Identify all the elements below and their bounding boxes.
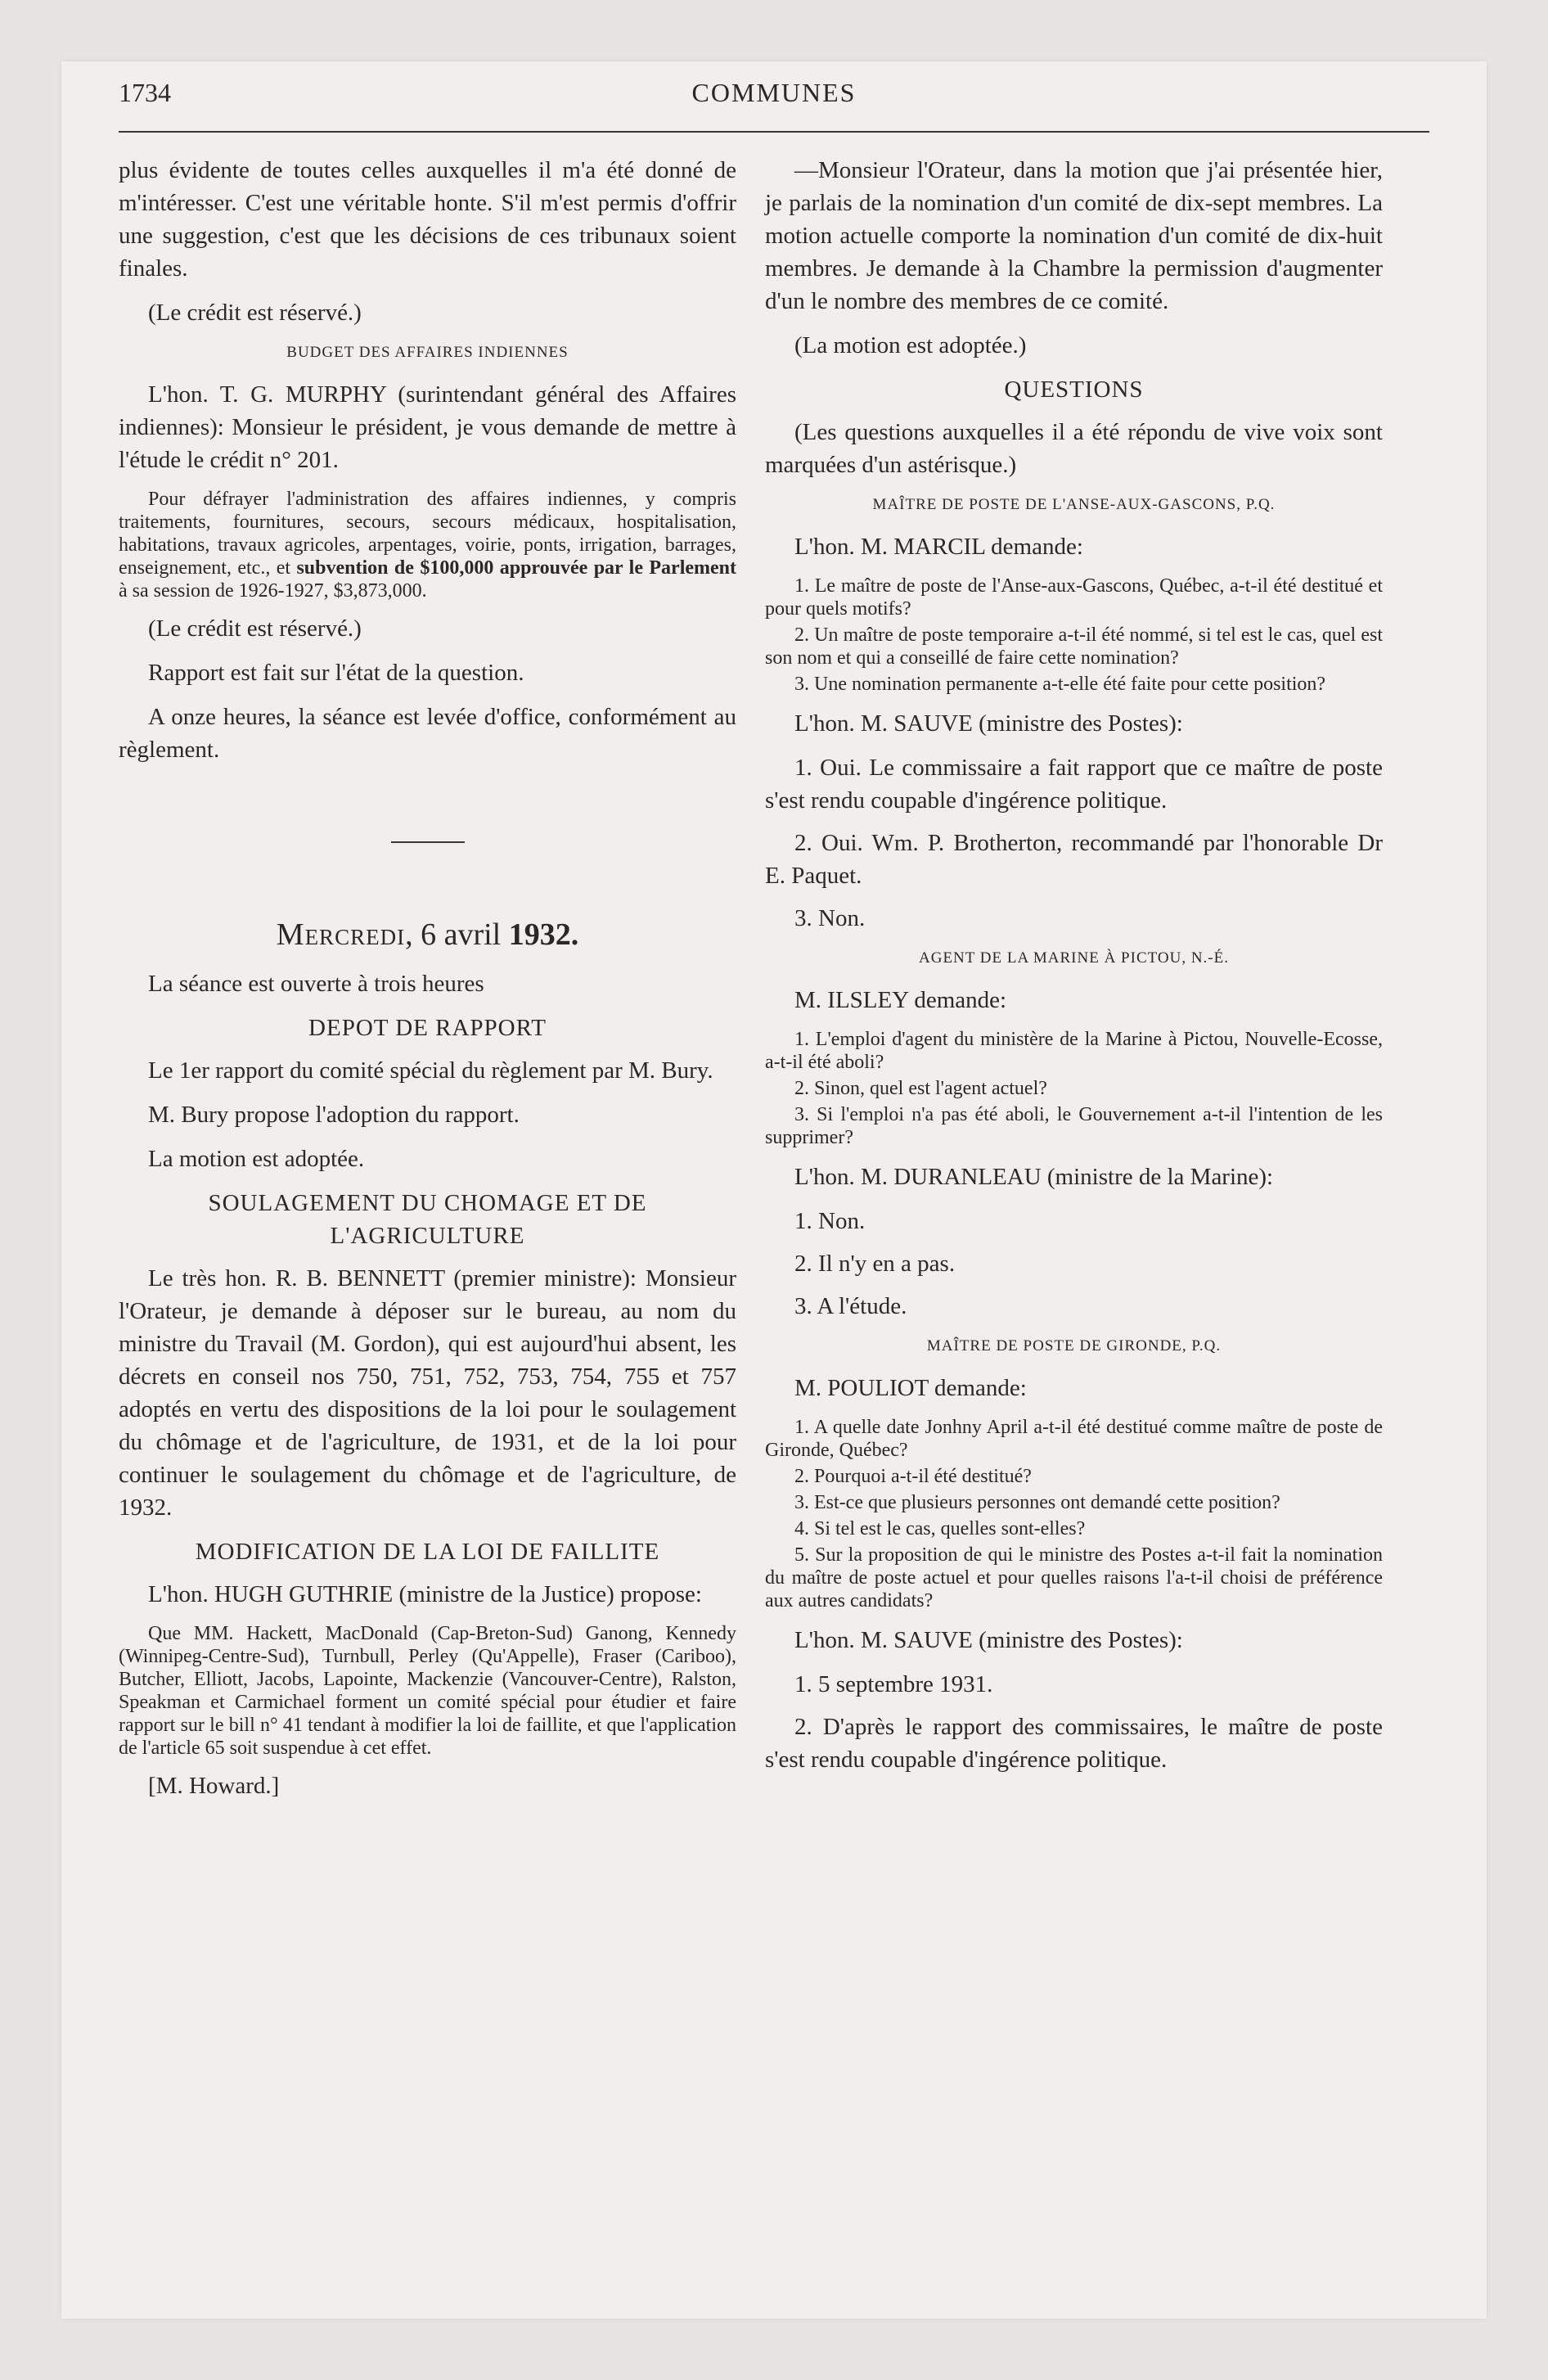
- date-rest: , 6 avril: [405, 917, 509, 952]
- running-title: COMMUNES: [691, 78, 857, 107]
- question-item: 2. Pourquoi a-t-il été destitué?: [794, 1466, 1032, 1487]
- speaker-footer: [M. Howard.]: [148, 1773, 280, 1799]
- answer-item: 1. 5 septembre 1931.: [794, 1671, 993, 1697]
- answer-item: 1. Oui. Le commissaire a fait rapport que ce maître de poste s'est rendu coupable d'ingérence politique.: [765, 755, 1383, 814]
- date-day: Mercredi: [276, 917, 406, 952]
- paragraph: (Le crédit est réservé.): [148, 300, 362, 326]
- answer-item: 2. Oui. Wm. P. Brotherton, recommandé par l'honorable Dr E. Paquet.: [765, 830, 1383, 889]
- page-number: 1734: [119, 78, 171, 107]
- section-heading: SOULAGEMENT DU CHOMAGE ET DE L'AGRICULTURE: [208, 1190, 647, 1249]
- paragraph: M. ILSLEY demande:: [794, 987, 1007, 1013]
- question-item: 5. Sur la proposition de qui le ministre des Postes a-t-il fait la nomination du maître de poste actuel et pour quelles raisons l'a-t-il choisi de préférence aux autres candidats?: [765, 1544, 1383, 1611]
- paragraph: Le 1er rapport du comité spécial du règlement par M. Bury.: [148, 1057, 713, 1084]
- paragraph: A onze heures, la séance est levée d'office, conformément au règlement.: [119, 704, 736, 763]
- question-item: 3. Si l'emploi n'a pas été aboli, le Gouvernement a-t-il l'intention de les supprimer?: [765, 1104, 1383, 1148]
- answer-item: 2. D'après le rapport des commissaires, le maître de poste s'est rendu coupable d'ingérence politique.: [765, 1714, 1383, 1773]
- paragraph: Rapport est fait sur l'état de la question.: [148, 660, 524, 686]
- paragraph: plus évidente de toutes celles auxquelles il m'a été donné de m'intéresser. C'est une véritable honte. S'il m'est permis d'offrir une suggestion, c'est que les décisions de ces tribunaux soient finales.: [119, 157, 736, 282]
- paragraph: M. POULIOT demande:: [794, 1375, 1027, 1401]
- budget-text: Pour défrayer l'administration des affaires indiennes, y compris traitements, fournitures, secours, secours médicaux, hospitalisation, habitations, travaux agricoles, arpentages, voirie, ponts, irrigation, barrages, enseignement, etc., et: [119, 489, 736, 579]
- section-heading: MAÎTRE DE POSTE DE L'ANSE-AUX-GASCONS, P.Q.: [872, 496, 1276, 513]
- paragraph: (Le crédit est réservé.): [148, 615, 362, 642]
- paragraph: La motion est adoptée.: [148, 1146, 365, 1172]
- date-year: 1932.: [508, 917, 579, 952]
- question-item: 4. Si tel est le cas, quelles sont-elles?: [794, 1518, 1086, 1539]
- budget-end: à sa session de 1926-1927, $3,873,000.: [119, 580, 427, 602]
- section-heading: QUESTIONS: [1004, 376, 1144, 403]
- paragraph: L'hon. M. DURANLEAU (ministre de la Marine):: [794, 1164, 1274, 1190]
- right-column: [765, 154, 1383, 1786]
- sitting-date: [119, 917, 736, 953]
- question-item: 2. Sinon, quel est l'agent actuel?: [794, 1078, 1047, 1099]
- answer-item: 2. Il n'y en a pas.: [794, 1251, 956, 1277]
- paragraph: L'hon. HUGH GUTHRIE (ministre de la Justice) propose:: [148, 1581, 702, 1607]
- paragraph: L'hon. M. MARCIL demande:: [794, 534, 1083, 560]
- answer-item: 3. Non.: [794, 905, 866, 931]
- section-heading: DEPOT DE RAPPORT: [308, 1015, 547, 1041]
- paragraph: —Monsieur l'Orateur, dans la motion que j'ai présentée hier, je parlais de la nomination d'un comité de dix-sept membres. La motion actuelle comporte la nomination d'un comité de dix-huit membres. Je demande à la Chambre la permission d'augmenter d'un le nombre des membres de ce comité.: [765, 157, 1383, 314]
- motion-text: Que MM. Hackett, MacDonald (Cap-Breton-Sud) Ganong, Kennedy (Winnipeg-Centre-Sud), Turnbull, Perley (Qu'Appelle), Fraser (Cariboo), Butcher, Elliott, Jacobs, Lapointe, Mackenzie (Vancouver-Centre), Ralston, Speakman et Carmichael forment un comité spécial pour étudier et faire rapport sur le bill n° 41 tendant à modifier la loi de faillite, et que l'application de l'article 65 soit suspendue à cet effet.: [119, 1623, 736, 1759]
- paragraph: Le très hon. R. B. BENNETT (premier ministre): Monsieur l'Orateur, je demande à déposer sur le bureau, au nom du ministre du Travail (M. Gordon), qui est aujourd'hui absent, les décrets en conseil nos 750, 751, 752, 753, 754, 755 et 757 adoptés en vertu des dispositions de la loi pour le soulagement du chômage et de l'agriculture, de 1931, et de la loi pour continuer le soulagement du chômage et de l'agriculture, de 1932.: [119, 1265, 736, 1521]
- question-item: 3. Est-ce que plusieurs personnes ont demandé cette position?: [794, 1492, 1280, 1513]
- paragraph: (La motion est adoptée.): [794, 332, 1027, 358]
- question-item: 1. L'emploi d'agent du ministère de la Marine à Pictou, Nouvelle-Ecosse, a-t-il été aboli?: [765, 1029, 1383, 1073]
- answer-item: 1. Non.: [794, 1208, 866, 1234]
- paragraph: La séance est ouverte à trois heures: [148, 971, 484, 997]
- section-heading: MODIFICATION DE LA LOI DE FAILLITE: [195, 1539, 660, 1565]
- section-heading: MAÎTRE DE POSTE DE GIRONDE, P.Q.: [926, 1337, 1222, 1355]
- budget-item: [119, 488, 736, 602]
- paragraph: L'hon. M. SAUVE (ministre des Postes):: [794, 710, 1183, 737]
- paragraph: M. Bury propose l'adoption du rapport.: [148, 1102, 520, 1128]
- paragraph: L'hon. M. SAUVE (ministre des Postes):: [794, 1627, 1183, 1653]
- paragraph: L'hon. T. G. MURPHY (surintendant général des Affaires indiennes): Monsieur le président, je vous demande de mettre à l'étude le crédit n° 201.: [119, 381, 736, 473]
- page-header: [119, 78, 1429, 135]
- separator-rule: [391, 841, 465, 843]
- question-item: 3. Une nomination permanente a-t-elle été faite pour cette position?: [794, 674, 1326, 695]
- question-item: 1. Le maître de poste de l'Anse-aux-Gascons, Québec, a-t-il été destitué et pour quels motifs?: [765, 575, 1383, 620]
- question-item: 2. Un maître de poste temporaire a-t-il été nommé, si tel est le cas, quel est son nom et qui a conseillé de faire cette nomination?: [765, 624, 1383, 669]
- question-item: 1. A quelle date Jonhny April a-t-il été destitué comme maître de poste de Gironde, Québec?: [765, 1417, 1383, 1461]
- left-column: [119, 154, 736, 1814]
- section-heading: BUDGET DES AFFAIRES INDIENNES: [286, 344, 569, 361]
- section-heading: AGENT DE LA MARINE À PICTOU, N.-É.: [919, 949, 1229, 967]
- answer-item: 3. A l'étude.: [794, 1293, 907, 1319]
- header-rule: [119, 131, 1429, 133]
- paragraph: (Les questions auxquelles il a été répondu de vive voix sont marquées d'un astérisque.): [765, 419, 1383, 478]
- budget-bold: subvention de $100,000 approuvée par le Parlement: [296, 557, 736, 579]
